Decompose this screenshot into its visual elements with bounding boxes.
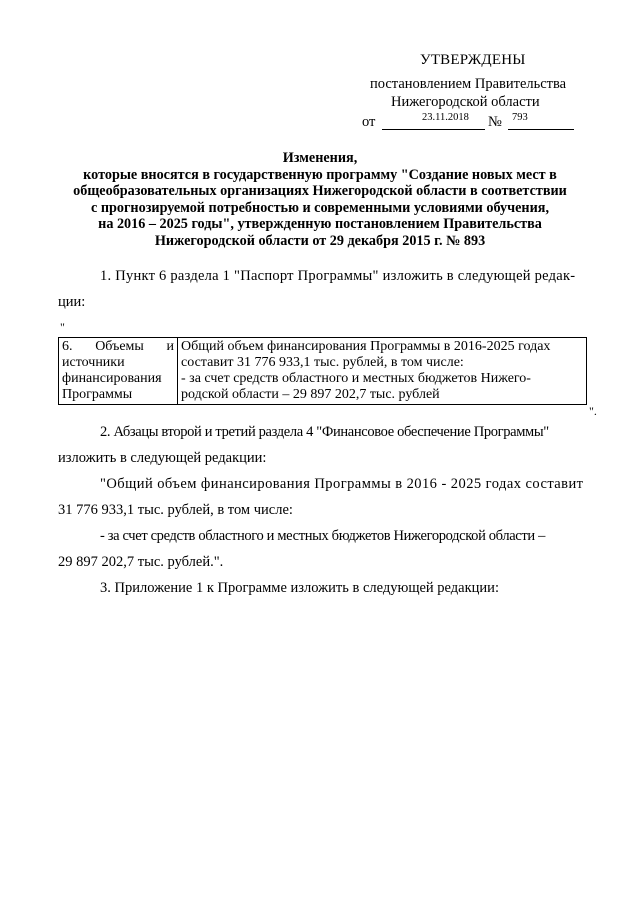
decree-number: 793 (512, 112, 528, 123)
decree-line-1: постановлением Правительства (370, 76, 567, 92)
item2-line-6: 29 897 202,7 тыс. рублей.". (58, 554, 224, 570)
title-line-5: на 2016 – 2025 годы", утвержденную постановлением Правительства (98, 216, 542, 233)
table-row (59, 338, 587, 405)
decree-date: 23.11.2018 (422, 112, 469, 123)
date-underline (382, 129, 485, 130)
title-line-3: общеобразовательных организациях Нижегородской области в соответствии (73, 183, 567, 200)
passport-value-line-2: составит 31 776 933,1 тыс. рублей, в том числе: (181, 355, 464, 370)
item2-line-4: 31 776 933,1 тыс. рублей, в том числе: (58, 502, 293, 518)
item2-line-3: "Общий объем финансирования Программы в 2016 - 2025 годах составит (100, 476, 584, 492)
item3-line-1: 3. Приложение 1 к Программе изложить в следующей редакции: (100, 580, 499, 596)
decree-line-2: Нижегородской области (391, 94, 540, 110)
passport-item-cell: 6. Объемы и источники финансирования Программы (59, 338, 178, 405)
number-underline (508, 129, 574, 130)
number-label: № (488, 114, 502, 130)
item2-line-2: изложить в следующей редакции: (58, 450, 267, 466)
item2-line-5: - за счет средств областного и местных бюджетов Нижегородской области – (100, 528, 545, 544)
decree-date-number-line (362, 114, 577, 132)
item2-line-1: 2. Абзацы второй и третий раздела 4 "Финансовое обеспечение Программы" (100, 424, 549, 440)
passport-value-cell (178, 338, 587, 405)
passport-value-line-3: - за счет средств областного и местных бюджетов Нижего- (181, 371, 531, 386)
from-label: от (362, 114, 376, 130)
title-line-6: Нижегородской области от 29 декабря 2015 г. № 893 (154, 232, 486, 249)
passport-value-line-4: родской области – 29 897 202,7 тыс. рублей (181, 387, 440, 402)
item1-line-2: ции: (58, 294, 86, 310)
table-open-quote: " (60, 320, 65, 334)
title-line-1: Изменения, (282, 150, 358, 166)
passport-table (58, 337, 587, 405)
title-line-4: с прогнозируемой потребностью и современными условиями обучения, (90, 199, 549, 216)
passport-value-line-1: Общий объем финансирования Программы в 2016-2025 годах (181, 339, 551, 354)
document-title (40, 150, 600, 250)
approval-stamp-title: УТВЕРЖДЕНЫ (420, 52, 526, 68)
title-line-2: которые вносятся в государственную программу "Создание новых мест в (83, 166, 557, 183)
item1-line-1: 1. Пункт 6 раздела 1 "Паспорт Программы" изложить в следующей редак- (100, 268, 576, 284)
table-close-quote: ". (589, 404, 597, 418)
